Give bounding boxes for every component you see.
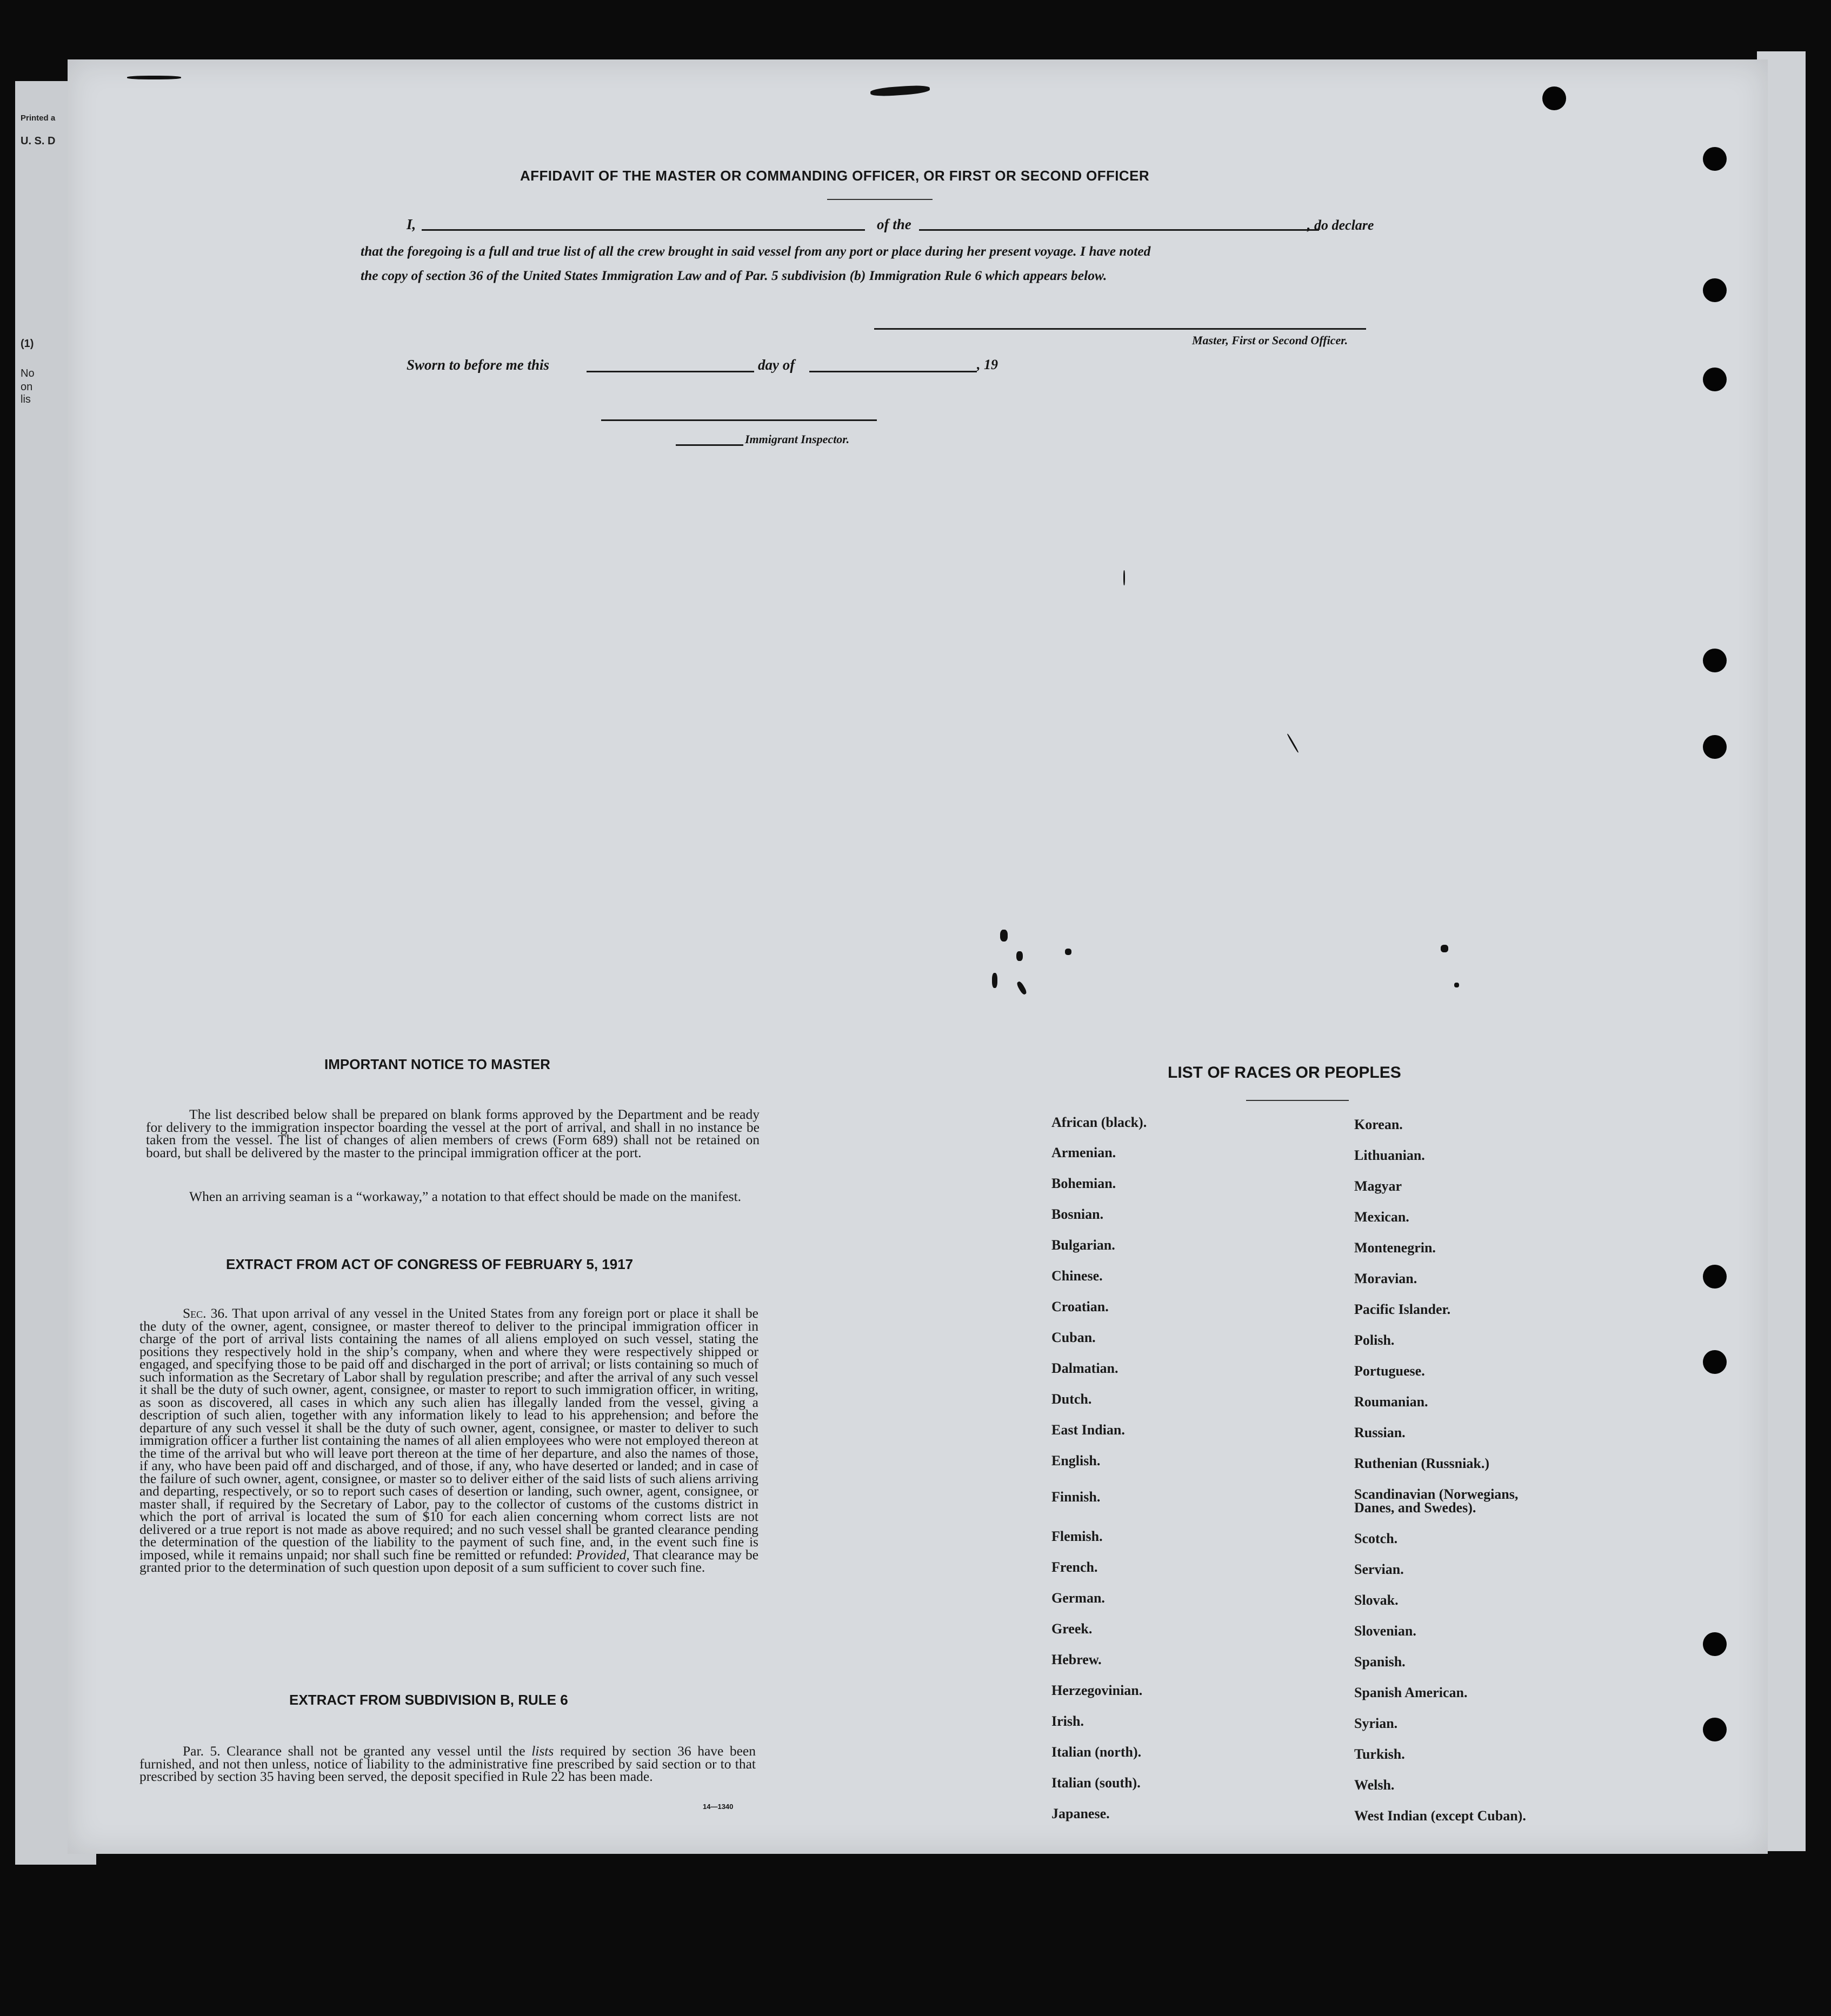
vessel-name-line[interactable] [919, 229, 1319, 231]
ink-speck [1123, 570, 1125, 585]
race-item: Slovak. [1354, 1592, 1399, 1608]
race-item: Ruthenian (Russniak.) [1354, 1456, 1489, 1471]
punch-hole [1703, 278, 1727, 302]
sworn-month-line[interactable] [809, 371, 977, 372]
inspector-label: Immigrant Inspector. [745, 432, 850, 446]
declarant-label: I, [407, 216, 416, 232]
race-item: Polish. [1354, 1332, 1395, 1348]
punch-hole [1703, 368, 1727, 391]
race-item: Flemish. [1051, 1528, 1103, 1544]
notice-paragraph: The list described below shall be prepared on blank forms approved by the Department and be ready for delivery to the immigration inspector boarding the vessel at the port of arrival, and shall in no instance be taken from the vessel. The list of changes of alien members of crews (Form 689) shall not be retained on board, but shall be delivered by the master to the principal immigration officer at the port. [146, 1106, 760, 1160]
race-item: Bulgarian. [1051, 1237, 1115, 1253]
master-signature-label: Master, First or Second Officer. [1192, 333, 1348, 347]
race-item: Lithuanian. [1354, 1147, 1425, 1163]
notice-title: IMPORTANT NOTICE TO MASTER [324, 1056, 550, 1072]
of-the-label: of the [877, 216, 911, 232]
race-item: Spanish. [1354, 1654, 1406, 1670]
section-tail: That clearance may be granted prior to the determination of such question upon deposit of a sum sufficient to cover such fine. [139, 1546, 759, 1575]
declare-label: , do declare [1307, 217, 1374, 233]
race-item: Roumanian. [1354, 1394, 1428, 1410]
rule-text-post: required by section 36 have been furnished, and not then unless, notice of liability to the administrative fine prescribed by said section or to that prescribed by section 35 having been served, the deposit specified in Rule 22 has been made. [139, 1743, 756, 1784]
race-item: Chinese. [1051, 1268, 1103, 1284]
race-item: Bohemian. [1051, 1176, 1116, 1191]
rule-paragraph [139, 1745, 756, 1783]
rule-text-pre: Par. 5. Clearance shall not be granted any vessel until the [183, 1743, 525, 1759]
sworn-day-line[interactable] [587, 371, 754, 372]
affidavit-text: that the foregoing is a full and true list of all the crew brought in said vessel from any port or place during her present voyage. I have noted [361, 243, 1151, 259]
race-item: German. [1051, 1590, 1105, 1606]
margin-fragment: Printed a [21, 114, 56, 123]
margin-fragment: (1) [21, 338, 34, 350]
race-item: West Indian (except Cuban). [1354, 1808, 1526, 1824]
master-signature-line[interactable] [874, 328, 1366, 330]
sworn-label: Sworn to before me this [407, 357, 550, 373]
race-item: Cuban. [1051, 1330, 1096, 1345]
affidavit-text: the copy of section 36 of the United States Immigration Law and of Par. 5 subdivision (b) Immigration Rule 6 which appears below. [361, 268, 1107, 283]
race-item: Herzegovinian. [1051, 1683, 1143, 1698]
race-item: Dalmatian. [1051, 1360, 1118, 1376]
race-item: Moravian. [1354, 1271, 1417, 1286]
race-item: English. [1051, 1453, 1101, 1468]
punch-hole [1703, 1265, 1727, 1289]
divider [827, 199, 933, 200]
punch-hole [1703, 1632, 1727, 1656]
race-item: Syrian. [1354, 1715, 1398, 1731]
race-item: Hebrew. [1051, 1652, 1102, 1667]
rule-extract-title: EXTRACT FROM SUBDIVISION B, RULE 6 [289, 1692, 568, 1708]
races-title: LIST OF RACES OR PEOPLES [1168, 1064, 1401, 1082]
ink-speck [1454, 983, 1459, 987]
race-item: Servian. [1354, 1561, 1404, 1577]
margin-fragment: No [21, 368, 35, 379]
section-36-text [139, 1307, 758, 1574]
form-number: 14—1340 [703, 1803, 734, 1811]
margin-fragment: lis [21, 393, 31, 405]
race-item: Finnish. [1051, 1489, 1101, 1505]
race-item: Scandinavian (Norwegians, [1354, 1486, 1519, 1502]
race-item: Italian (north). [1051, 1744, 1142, 1760]
punch-hole [1703, 649, 1727, 672]
notice-paragraph: When an arriving seaman is a “workaway,” a notation to that effect should be made on the manifest. [189, 1189, 742, 1204]
race-item-continuation: Danes, and Swedes). [1354, 1500, 1476, 1516]
ink-speck [1065, 949, 1071, 955]
day-of-label: day of [758, 357, 795, 373]
race-item: Spanish American. [1354, 1685, 1468, 1700]
margin-fragment: U. S. D [21, 135, 56, 147]
section-body: That upon arrival of any vessel in the United States from any foreign port or place it shall be the duty of the owner, agent, consignee, or master thereof to deliver to the principal immigration officer in charge of the port of arrival lists containing the names of all aliens employed on such vessel, stating the positions they respectively hold in the ship’s company, when and where they were respectively shipped or engaged, and specifying those to be paid off and discharged in the port of arrival; or lists containing so much of such information as the Secretary of Labor shall by regulation prescribe; and after the arrival of any such vessel it shall be the duty of such owner, agent, consignee, or master to report to such immigration officer, in writing, as soon as discovered, all cases in which any such alien has illegally landed from the vessel, giving a description of such alien, together with any information likely to lead to his apprehension; and before the departure of any such vessel it shall be the duty of such owner, agent, consignee, or master to deliver to such immigration officer a further list containing the names of all alien employees who were not employed thereon at the time of the arrival but who will leave port thereon at the time of her departure, and also the names of those, if any, who have been paid off and discharged, and of those, if any, who have deserted or landed; and in case of the failure of such owner, agent, consignee, or master so to deliver either of the said lists of such aliens arriving and departing, respectively, or so to report such cases of desertion or landing, such owner, agent, consignee, or master shall, if required by the Secretary of Labor, pay to the collector of customs of the customs district in which the port of arrival is located the sum of $10 for each alien concerning whom correct lists are not delivered or a true report is not made as above required; and no such vessel shall be granted clearance pending the determination of the question of the liability to the payment of such fine, and, in the event such fine is imposed, while it remains unpaid; nor shall such fine be remitted or refunded: [139, 1305, 758, 1563]
race-item: African (black). [1051, 1114, 1147, 1130]
affidavit-title: AFFIDAVIT OF THE MASTER OR COMMANDING OFFICER, OR FIRST OR SECOND OFFICER [520, 168, 1150, 184]
lists-word: lists [531, 1743, 554, 1759]
section-label: Sec. 36. [183, 1305, 228, 1321]
race-item: Turkish. [1354, 1746, 1405, 1762]
race-item: Russian. [1354, 1425, 1406, 1440]
ink-speck [1016, 951, 1023, 961]
race-item: Bosnian. [1051, 1206, 1104, 1222]
punch-hole [1542, 86, 1566, 110]
punch-hole [1703, 735, 1727, 759]
year-label: , 19 [977, 357, 998, 372]
act-extract-title: EXTRACT FROM ACT OF CONGRESS OF FEBRUARY 5, 1917 [226, 1256, 634, 1272]
race-item: Slovenian. [1354, 1623, 1416, 1639]
race-item: East Indian. [1051, 1422, 1125, 1438]
race-item: Portuguese. [1354, 1363, 1425, 1379]
race-item: Irish. [1051, 1713, 1084, 1729]
declarant-name-line[interactable] [422, 229, 865, 231]
ink-mark [127, 76, 181, 79]
race-item: Greek. [1051, 1621, 1093, 1637]
race-item: Scotch. [1354, 1531, 1398, 1546]
ink-speck [1000, 930, 1008, 942]
provided-word: Provided, [576, 1546, 630, 1563]
punch-hole [1703, 1350, 1727, 1374]
punch-hole [1703, 147, 1727, 171]
race-item: Dutch. [1051, 1391, 1092, 1407]
divider [1246, 1100, 1349, 1101]
race-item: Welsh. [1354, 1777, 1395, 1793]
race-item: Croatian. [1051, 1299, 1109, 1314]
ink-speck [992, 973, 997, 988]
race-item: Korean. [1354, 1117, 1403, 1132]
inspector-line-stub [676, 444, 743, 446]
inspector-signature-line[interactable] [601, 419, 877, 421]
race-item: Pacific Islander. [1354, 1301, 1451, 1317]
race-item: Armenian. [1051, 1145, 1116, 1160]
ink-speck [1441, 945, 1448, 952]
punch-hole [1703, 1718, 1727, 1741]
margin-fragment: on [21, 381, 33, 393]
race-item: Montenegrin. [1354, 1240, 1436, 1256]
race-item: French. [1051, 1559, 1098, 1575]
race-item: Magyar [1354, 1178, 1402, 1194]
race-item: Mexican. [1354, 1209, 1409, 1225]
race-item: Japanese. [1051, 1806, 1110, 1821]
race-item: Italian (south). [1051, 1775, 1141, 1791]
